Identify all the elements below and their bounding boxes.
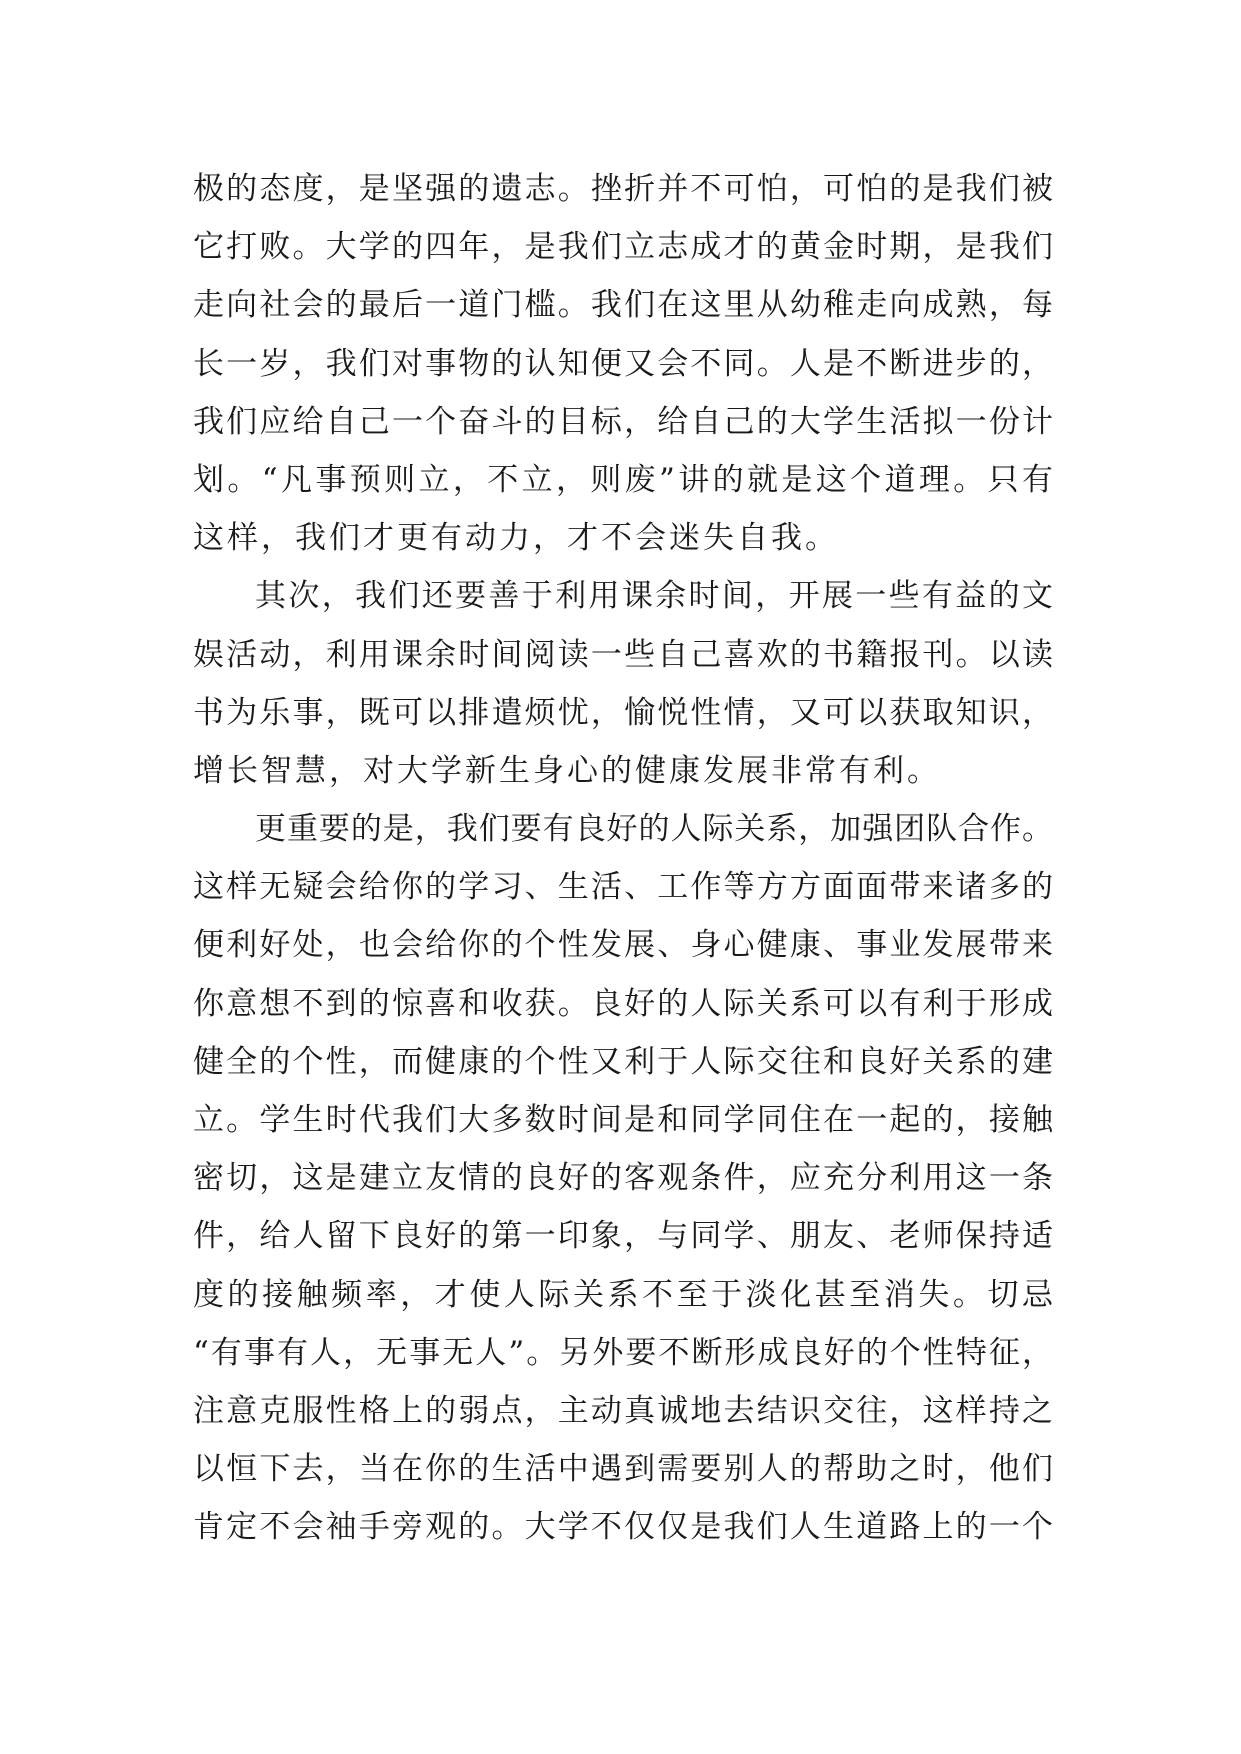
text-line: 极的态度，是坚强的遗志。挫折并不可怕，可怕的是我们被 <box>193 171 1053 207</box>
text-line: 便利好处，也会给你的个性发展、身心健康、事业发展带来 <box>193 927 1053 964</box>
text-line: 你意想不到的惊喜和收获。良好的人际关系可以有利于形成 <box>193 985 1053 1022</box>
text-line: 度的接触频率，才使人际关系不至于淡化甚至消失。切忌 <box>193 1276 1053 1313</box>
paragraph-first-line: 更重要的是，我们要有良好的人际关系，加强团队合作。 <box>255 811 1053 848</box>
text-line: 这样无疑会给你的学习、生活、工作等方方面面带来诸多的 <box>193 869 1053 906</box>
text-line: “有事有人，无事无人”。另外要不断形成良好的个性特征， <box>193 1334 1053 1371</box>
text-line: 件，给人留下良好的第一印象，与同学、朋友、老师保持适 <box>193 1218 1053 1255</box>
text-line: 划。“凡事预则立，不立，则废”讲的就是这个道理。只有 <box>193 461 1053 498</box>
text-line: 娱活动，利用课余时间阅读一些自己喜欢的书籍报刊。以读 <box>193 636 1053 673</box>
text-line: 注意克服性格上的弱点，主动真诚地去结识交往，这样持之 <box>193 1392 1053 1429</box>
text-line: 以恒下去，当在你的生活中遇到需要别人的帮助之时，他们 <box>193 1451 1053 1488</box>
text-line: 这样，我们才更有动力，才不会迷失自我。 <box>193 520 839 557</box>
text-line: 我们应给自己一个奋斗的目标，给自己的大学生活拟一份计 <box>193 403 1053 440</box>
text-line: 它打败。大学的四年，是我们立志成才的黄金时期，是我们 <box>193 229 1053 266</box>
text-line: 增长智慧，对大学新生身心的健康发展非常有利。 <box>193 752 941 789</box>
text-line: 肯定不会袖手旁观的。大学不仅仅是我们人生道路上的一个 <box>193 1509 1053 1546</box>
text-line: 长一岁，我们对事物的认知便又会不同。人是不断进步的， <box>193 345 1053 382</box>
text-line: 走向社会的最后一道门槛。我们在这里从幼稚走向成熟，每 <box>193 287 1053 324</box>
text-line: 健全的个性，而健康的个性又利于人际交往和良好关系的建 <box>193 1043 1053 1080</box>
text-line: 书为乐事，既可以排遣烦忧，愉悦性情，又可以获取知识， <box>193 694 1053 731</box>
text-line: 密切，这是建立友情的良好的客观条件，应充分利用这一条 <box>193 1160 1053 1197</box>
text-line: 立。学生时代我们大多数时间是和同学同住在一起的，接触 <box>193 1102 1053 1138</box>
body-text <box>193 160 1053 1557</box>
paragraph-first-line: 其次，我们还要善于利用课余时间，开展一些有益的文 <box>255 578 1053 615</box>
